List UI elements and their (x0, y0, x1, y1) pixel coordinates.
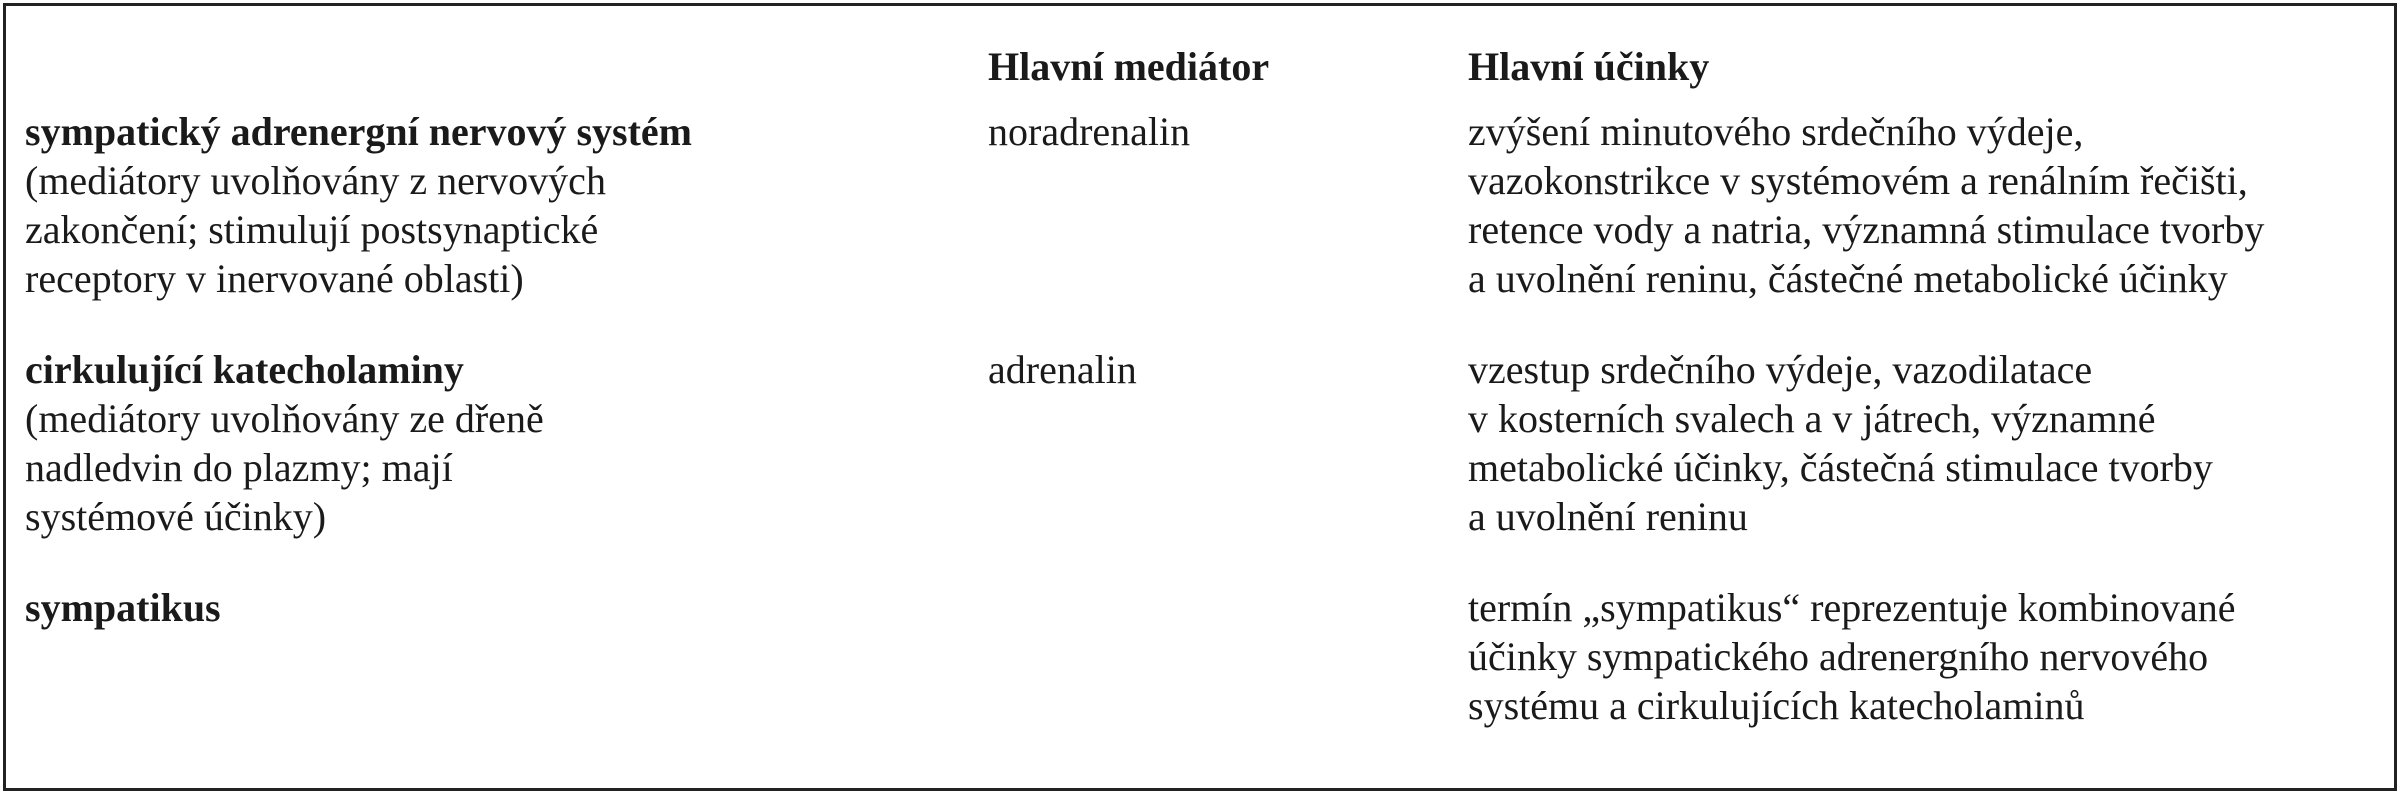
row-effects-line: účinky sympatického adrenergního nervového (1468, 634, 2209, 679)
row-effects-line: systému a cirkulujících katecholaminů (1468, 683, 2085, 728)
row-description-line: zakončení; stimulují postsynaptické (25, 207, 599, 252)
row-effects-line: v kosterních svalech a v játrech, významné (1468, 396, 2156, 441)
row-term: sympatikus (25, 585, 221, 630)
row-mediator: noradrenalin (988, 109, 1191, 154)
header-main-mediator: Hlavní mediátor (988, 44, 1270, 89)
row-effects-line: vazokonstrikce v systémovém a renálním řečišti, (1468, 158, 2248, 203)
row-effects (1468, 107, 2264, 303)
row-term: cirkulující katecholaminy (25, 347, 464, 392)
row-description-line: (mediátory uvolňovány ze dřeně (25, 396, 544, 441)
row-effects-line: retence vody a natria, významná stimulace tvorby (1468, 207, 2265, 252)
row-effects-line: vzestup srdečního výdeje, vazodilatace (1468, 347, 2093, 392)
header-main-effects: Hlavní účinky (1468, 44, 1710, 89)
row-term: sympatický adrenergní nervový systém (25, 109, 692, 154)
row-description-line: (mediátory uvolňovány z nervových (25, 158, 606, 203)
table-row-sympathetic-system (25, 107, 692, 303)
row-effects-line: zvýšení minutového srdečního výdeje, (1468, 109, 2084, 154)
row-effects (1468, 345, 2213, 541)
row-effects-line: a uvolnění reninu, částečné metabolické účinky (1468, 256, 2228, 301)
row-effects-line: a uvolnění reninu (1468, 494, 1748, 539)
row-description-line: nadledvin do plazmy; mají (25, 445, 453, 490)
row-effects-line: metabolické účinky, částečná stimulace tvorby (1468, 445, 2213, 490)
row-effects (1468, 583, 2236, 730)
row-description-line: systémové účinky) (25, 494, 327, 539)
table-row-circulating-catecholamines (25, 345, 544, 541)
row-effects-line: termín „sympatikus“ reprezentuje kombinované (1468, 585, 2236, 630)
row-mediator: adrenalin (988, 347, 1137, 392)
row-description-line: receptory v inervované oblasti) (25, 256, 524, 301)
table-row-sympathicus (25, 583, 221, 632)
